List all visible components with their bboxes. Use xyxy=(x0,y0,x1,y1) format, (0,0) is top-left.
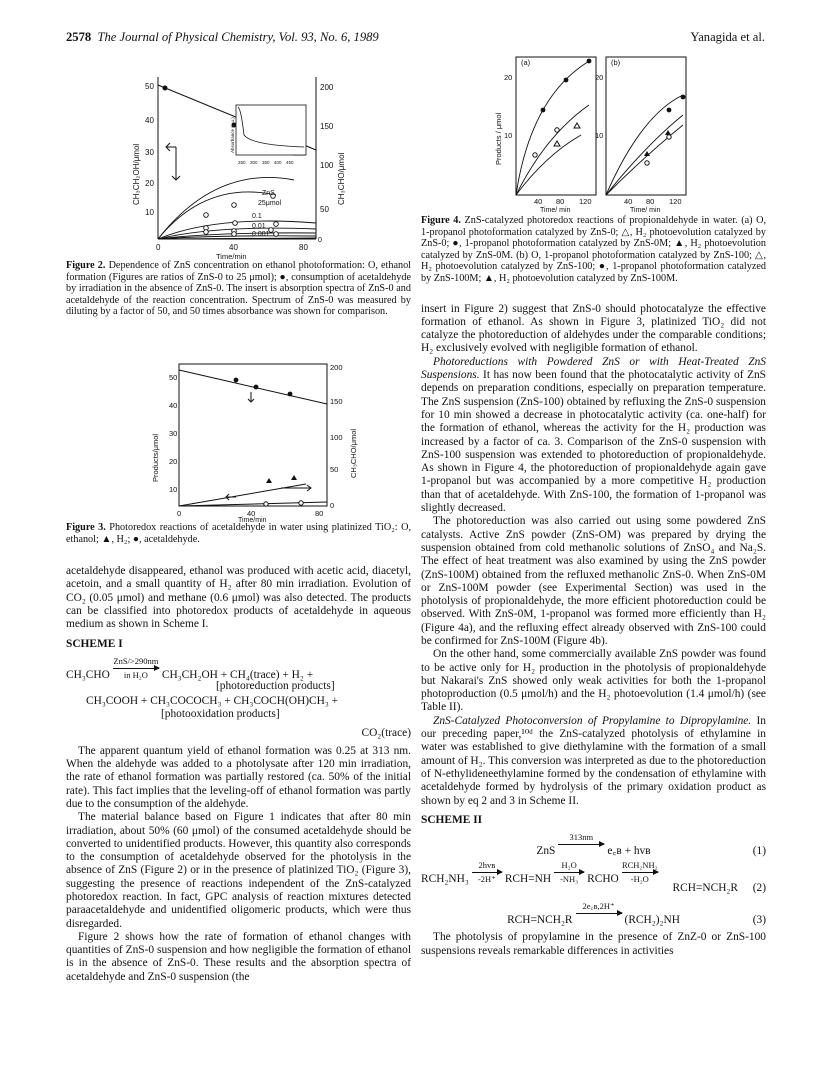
figure-3-plot xyxy=(66,342,411,522)
running-head: 2578 The Journal of Physical Chemistry, Vol. 93, No. 6, 1989 xyxy=(66,30,379,44)
tick-label: 120 xyxy=(669,197,682,206)
panel-label: (b) xyxy=(611,58,621,67)
tick-label: 80 xyxy=(315,508,324,518)
fig2-right-ticks xyxy=(320,83,334,214)
left-paragraph-3: The material balance based on Figure 1 indicates that after 80 min irradiation, about 50% (60 μmol) of the consumed acetaldehyde should be converted to unidentified products. However, this quantity also corresponds to the consumption of acetaldehyde observed for the photolysis in the absence of ZnS (Figure 2) or in the presence of platinized TiO₂ (Figure 3), suggesting the presence of reactions independent of the ZnS-catalyzed photoredox reaction. In fact, GPC analysis of reaction mixtures detected paraacetaldehyde and unidentified oligomeric products, which were thus disregarded. xyxy=(66,811,411,930)
tick-label: 20 xyxy=(504,73,513,82)
scheme-2: ZnS 313nm e꜀ʙ + hᴠʙ (1) RCH₂NH₃ 2hᴠʙ -2H⁺ RCH=NH H₂O -NH₃ RCHO RCH₂NH₂ -H₂O RCH=NCH₂R (2) RCH=NCH₂R 2e꜀ʙ,2H⁺ (RCH₂)₂NH (3) xyxy=(421,832,766,926)
tick-label: 150 xyxy=(330,396,343,406)
author-line: Yanagida et al. xyxy=(690,30,765,44)
equation-number: (1) xyxy=(752,845,766,858)
figure-2-plot xyxy=(66,55,411,260)
figure-2 xyxy=(66,55,411,260)
data-point xyxy=(163,86,168,91)
tick-label: 10 xyxy=(169,484,178,494)
tick-label: 450 xyxy=(286,160,294,165)
tick-label: 0 xyxy=(330,500,335,510)
scheme-label: [photoreduction products] xyxy=(216,679,335,692)
page-header xyxy=(66,30,765,48)
fig2-left-ticks xyxy=(145,82,154,217)
right-paragraph-5: ZnS-Catalyzed Photoconversion of Propylamine to Dipropylamine. In our preceding paper,¹⁰ᵈ the ZnS-catalyzed photolysis of ethylamine in water was established to give diethylamine with the formation of a small amount of H₂. This conversion was interpreted as due to the photoreduction of N-ethylideneethylamine formed by the condensation of ethylamine with acetaldehyde formed by hydrolysis of the primary oxidation product as shown by eq 2 and 3 in Scheme II. xyxy=(421,714,766,807)
tick-label: 100 xyxy=(330,432,343,442)
left-column xyxy=(66,55,411,984)
curve xyxy=(606,95,683,195)
curve xyxy=(606,125,683,195)
tick-label: 300 xyxy=(250,160,258,165)
figure-3 xyxy=(66,342,411,522)
curve-label: 25μmol xyxy=(258,200,282,207)
scheme-2-title: SCHEME II xyxy=(421,813,483,826)
x-axis-label: Time/ min xyxy=(630,207,661,214)
right-paragraph-2: Photoreductions with Powdered ZnS or with Heat-Treated ZnS Suspensions. It has now been found that the photocatalytic activity of ZnS depends on preparation conditions, especially on preparation temperature. The ZnS suspension (ZnS-100) obtained by refluxing the ZnS-0 suspension for 10 min showed a decrease in photocatalytic activity (ca. one-half) for the formation of ethanol, whereas the activity for the H₂ production was increased by a factor of ca. 3. Comparison of the ZnS-0 suspension with ZnS-100 suspension was extended to photoreduction of propionaldehyde. As shown in Figure 4, the photoreduction of propionaldehyde again gave 1-propanol but was accompanied by a more competitive H₂ production than that of acetaldehyde. With ZnS-100, the formation of 1-propanol was slightly decreased. xyxy=(421,355,766,515)
tick-label: 50 xyxy=(169,372,178,382)
tick-label: 80 xyxy=(556,197,565,206)
tick-label: 50 xyxy=(320,205,329,214)
scheme-1-title: SCHEME I xyxy=(66,637,123,650)
scheme-reactant: CH₃CHO xyxy=(66,669,110,682)
ethanol-curves xyxy=(158,177,316,239)
data-point xyxy=(234,378,239,383)
y-axis-label-right: CH₃CHO/μmol xyxy=(337,152,346,205)
y-axis-label-right: CH₃CHO/μmol xyxy=(349,428,358,478)
figure-4-plot xyxy=(421,55,766,215)
tick-label: 350 xyxy=(262,160,270,165)
data-point xyxy=(254,385,259,390)
tick-label: 10 xyxy=(145,208,154,217)
tick-label: 0 xyxy=(177,508,182,518)
scheme-line: CO₂(trace) xyxy=(361,727,411,740)
tick-label: 120 xyxy=(579,197,592,206)
tick-label: 20 xyxy=(595,73,604,82)
tick-label: 200 xyxy=(320,83,334,92)
tick-label: 80 xyxy=(299,243,308,252)
tick-label: 40 xyxy=(624,197,633,206)
x-axis-label: Time/min xyxy=(238,516,267,522)
tick-label: 20 xyxy=(145,179,154,188)
panel-label: (a) xyxy=(521,58,531,67)
tick-label: 400 xyxy=(274,160,282,165)
tick-label: 10 xyxy=(504,131,513,140)
tick-label: 50 xyxy=(330,464,339,474)
tick-label: 10 xyxy=(595,131,604,140)
curve-label: 0.1 xyxy=(252,213,262,220)
equation-number: (2) xyxy=(752,882,766,895)
inset-y-label: Absorbance (a.u.) xyxy=(230,117,235,153)
tick-label: 30 xyxy=(145,148,154,157)
left-paragraph-4: Figure 2 shows how the rate of formation of ethanol changes with quantities of ZnS-0 suspension and how negligible the formation of ethanol is in the absence of ZnS-0. These results and the absorption spectra of acetaldehyde and ZnS-0 suspension (the xyxy=(66,930,411,983)
tick-label: 200 xyxy=(330,362,343,372)
left-paragraph-2: The apparent quantum yield of ethanol formation was 0.25 at 313 nm. When the aldehyde was added to a photolysate after 120 min irradiation, the rate of ethanol formation was partially restored (ca. 50% of the initial rate). This fact implies that the leveling-off of ethanol formation was partly due to the consumption of the aldehyde. xyxy=(66,744,411,810)
spectrum-inset xyxy=(230,105,306,165)
right-paragraph-3: The photoreduction was also carried out using some powdered ZnS catalysts. Active ZnS powder (ZnS-OM) was prepared by drying the suspension obtained from cold methanolic solutions of ZnSO₄ and Na₂S. The effect of heat treatment was also examined by using the ZnS powder (ZnS-100M) obtained from the refluxed methanolic ZnS-0. When ZnS-0M or ZnS-100M powder (see Experimental Section) was used in the photolysis of propionaldehyde, the more efficient photoreduction could be observed. With ZnS-0M, 1-propanol was formed more efficiently than H₂ (Figure 4a), and the refluxing effect already observed with ZnS-100 could be confirmed for ZnS-100M (Figure 4b). xyxy=(421,515,766,647)
figure-4-caption: Figure 4. ZnS-catalyzed photoredox reactions of propionaldehyde in water. (a) O, 1-propanol photoformation catalyzed by ZnS-0; △, H₂ photoevolution catalyzed by ZnS-0; ●, 1-propanol photoformation catalyzed by ZnS-0M; ▲, H₂ photoevolution catalyzed by ZnS-0M. (b) O, 1-propanol photoformation catalyzed by ZnS-100; △, H₂ photoevolution catalyzed by ZnS-100; ●, 1-propanol photoformation catalyzed by ZnS-100M; ▲, H₂ photoevolution catalyzed by ZnS-100M. xyxy=(421,215,767,284)
right-column xyxy=(421,55,766,958)
y-axis-label-left: CH₃CH₂OH/μmol xyxy=(132,143,141,205)
y-axis-label: Products / μmol xyxy=(494,112,503,165)
curve-label: 0 xyxy=(318,237,322,244)
curve-label: ZnS xyxy=(262,190,275,197)
data-point xyxy=(288,392,293,397)
x-axis-label: Time/ min xyxy=(540,207,571,214)
tick-label: 250 xyxy=(238,160,246,165)
y-axis-label-left: Products/μmol xyxy=(151,433,160,482)
right-paragraph-1: insert in Figure 2) suggest that ZnS-0 should photocatalyze the effective formation of ethanol. As shown in Figure 3, platinized TiO₂ did not catalyze the photoreduction of aldehydes under the comparable conditions; H₂ exclusively evolved with negligible formation of ethanol. xyxy=(421,302,766,355)
scheme-1: CH₃CHO ZnS/>290nm in H₂O CH₃CH₂OH + CH₄(trace) + H₂ + [photoreduction products] CH₃COOH + CH₃COCOCH₃ + CH₃COCH(OH)CH₃ + [photooxidation products] CO₂(trace) xyxy=(66,655,411,740)
tick-label: 20 xyxy=(169,456,178,466)
data-point xyxy=(264,502,268,506)
right-paragraph-4: On the other hand, some commercially available ZnS powder was found to be active only for H₂ production in the photolysis of propionaldehyde but Nakarai's ZnS showed only weak activities for both the 1-propanol photoproduction (0.5 μmol/h) and the H₂ photoevolution (1.4 μmol/h) (see Table II). xyxy=(421,648,766,714)
figure-3-caption: Figure 3. Photoredox reactions of acetaldehyde in water using platinized TiO₂: O, ethanol; ▲, H₂; ●, acetaldehyde. xyxy=(66,521,411,545)
scheme-label: [photooxidation products] xyxy=(161,708,280,721)
data-point xyxy=(291,475,297,480)
tick-label: 40 xyxy=(247,508,256,518)
tick-label: 40 xyxy=(229,243,238,252)
tick-label: 40 xyxy=(169,400,178,410)
acetaldehyde-line xyxy=(179,370,327,404)
scheme-line: CH₃COOH + CH₃COCOCH₃ + CH₃COCH(OH)CH₃ + xyxy=(86,694,339,707)
curve-label: 0.01 xyxy=(252,223,266,230)
equation-number: (3) xyxy=(752,913,766,926)
data-point xyxy=(266,478,272,483)
tick-label: 40 xyxy=(534,197,543,206)
scheme-products: CH₃CH₂OH + CH₄(trace) + H₂ + xyxy=(161,669,314,682)
tick-label: 150 xyxy=(320,122,334,131)
figure-4 xyxy=(421,55,766,215)
tick-label: 40 xyxy=(145,116,154,125)
figure-2-caption: Figure 2. Dependence of ZnS concentration on ethanol photoformation: O, ethanol formation (Figures are ratios of ZnS-0 to 25 μmol); ●, consumption of acetaldehyde by irradiation in the absence of ZnS-0. The insert is absorption spectra of ZnS-0 and acetaldehyde of the reaction concentration. Spectrum of ZnS-0 was measured by diluting by a factor of 50, and 50 times absorbance was shown for comparison. xyxy=(66,260,411,318)
left-paragraph-1: acetaldehyde disappeared, ethanol was produced with acetic acid, diacetyl, acetoin, and a small quantity of H₂ after 80 min irradiation. Evolution of CO₂ (0.05 μmol) and methane (0.6 μmol) was also detected. The products can be classified into photoredox products of acetaldehyde in aqueous medium as shown in Scheme I. xyxy=(66,565,411,631)
tick-label: 30 xyxy=(169,428,178,438)
x-axis-label: Time/min xyxy=(216,252,247,260)
tick-label: 0 xyxy=(156,243,161,252)
tick-label: 80 xyxy=(646,197,655,206)
tick-label: 100 xyxy=(320,161,334,170)
right-paragraph-6: The photolysis of propylamine in the presence of ZnZ-0 or ZnS-100 suspensions reveals remarkable differences in activities xyxy=(421,931,766,957)
data-point xyxy=(299,501,303,505)
tick-label: 50 xyxy=(145,82,154,91)
curve-label: 0.001 xyxy=(252,231,270,238)
